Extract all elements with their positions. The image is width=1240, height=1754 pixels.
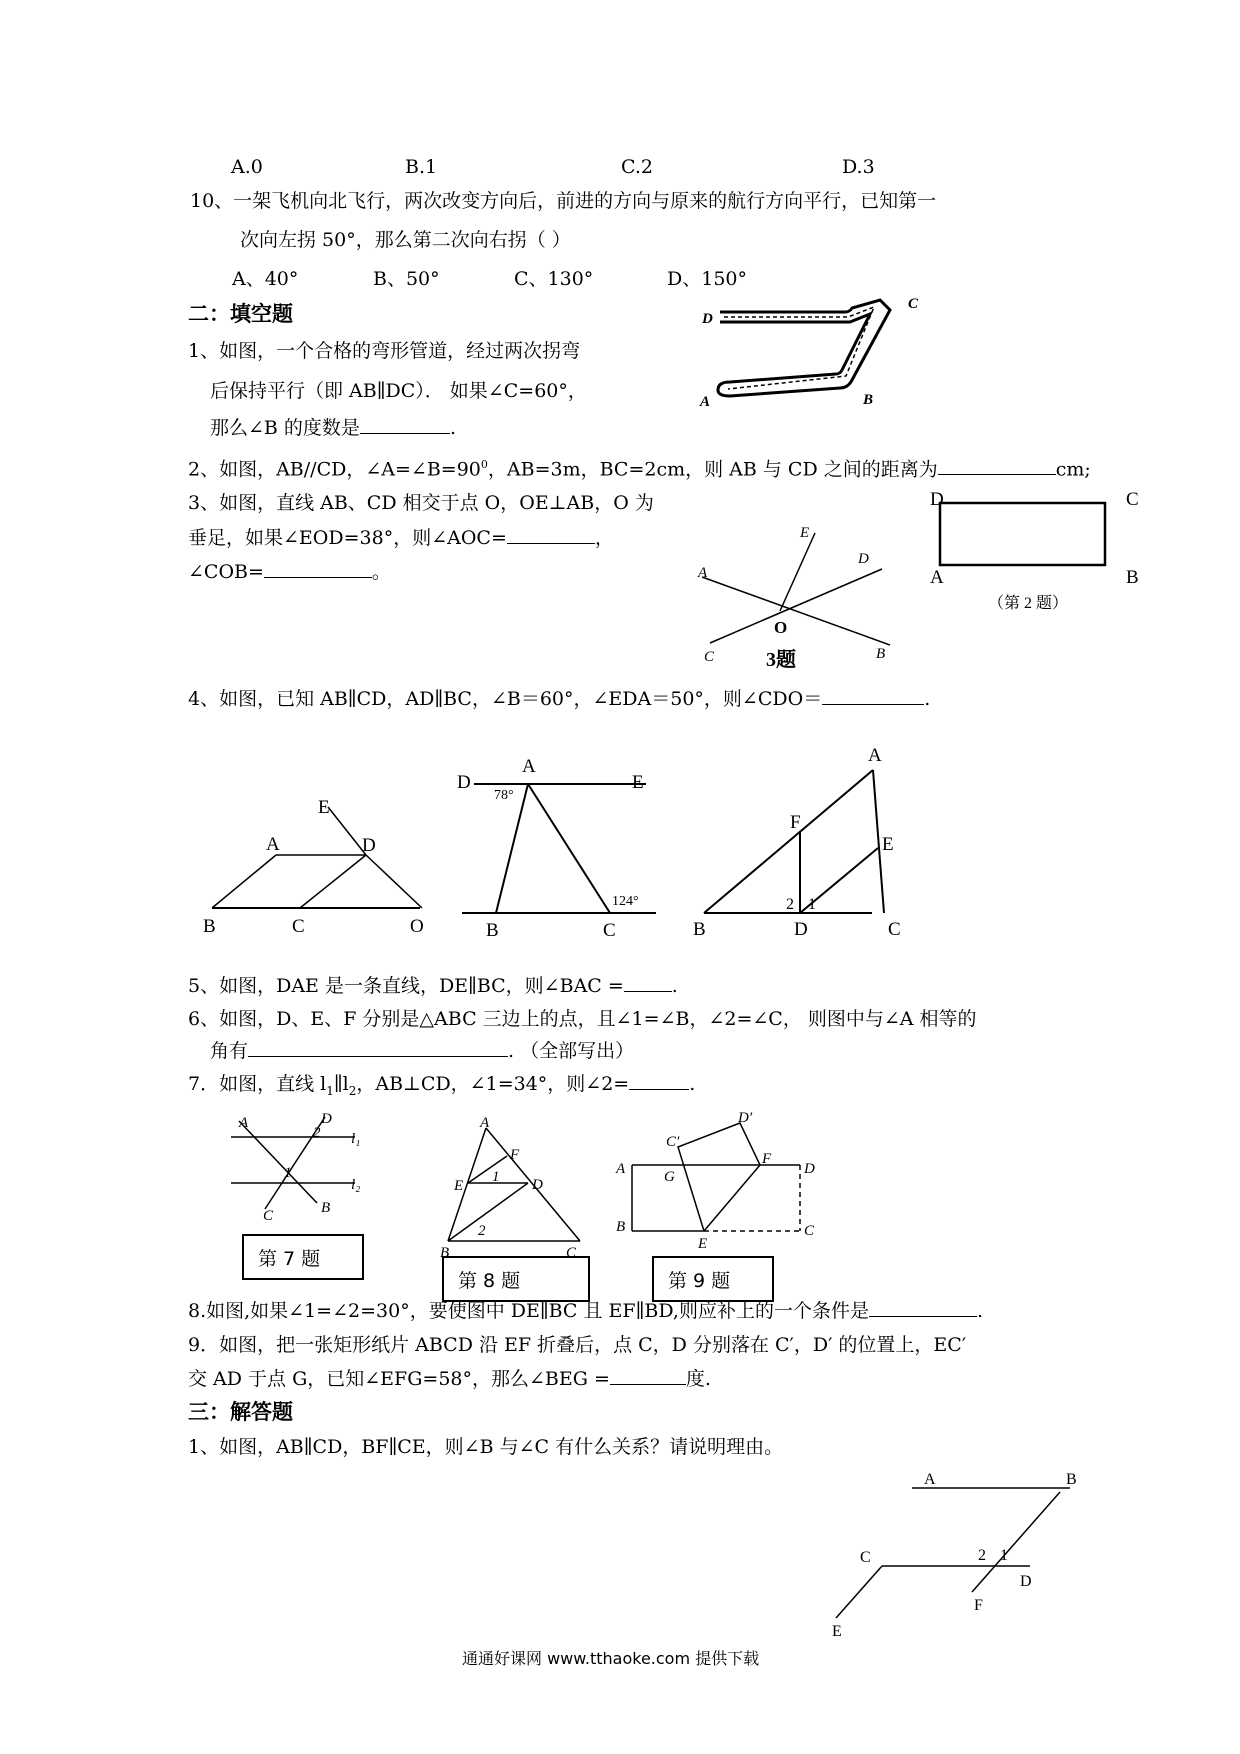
svg-text:D: D: [457, 772, 471, 793]
fill-q9-line1: 9．如图，把一张矩形纸片 ABCD 沿 EF 折叠后，点 C，D 分别落在 C′，D′ 的位置上，EC′: [188, 1334, 967, 1356]
svg-text:B: B: [616, 1219, 626, 1235]
parallelogram-figure: [200, 793, 440, 943]
svg-text:G: G: [664, 1169, 675, 1185]
fill-q4-blank[interactable]: [822, 703, 924, 705]
svg-text:A: A: [924, 1471, 936, 1488]
fill-q9-blank[interactable]: [610, 1383, 686, 1385]
svg-text:1: 1: [492, 1169, 500, 1185]
answer-q1: 1、如图，AB∥CD，BF∥CE，则∠B 与∠C 有什么关系？请说明理由。: [188, 1436, 784, 1458]
fill-q6-line2: 角有 . （全部写出）: [210, 1040, 635, 1062]
q10-option-b: B、50°: [373, 268, 440, 290]
fill-q5: 5、如图，DAE 是一条直线，DE∥BC，则∠BAC = .: [188, 975, 678, 997]
svg-text:C: C: [888, 919, 901, 940]
svg-text:l₂: l₂: [351, 1177, 361, 1193]
svg-text:D: D: [794, 919, 808, 940]
fill-q3-line1: 3、如图，直线 AB、CD 相交于点 O，OE⊥AB，O 为: [188, 492, 654, 514]
svg-text:1: 1: [284, 1165, 292, 1181]
svg-text:O: O: [774, 618, 788, 637]
pipe-label-d: D: [702, 311, 713, 327]
q10-line2: 次向左拐 50°，那么第二次向右拐（ ）: [240, 229, 571, 251]
q8-figure: [440, 1113, 590, 1263]
q9-caption-box: 第 9 题: [652, 1256, 774, 1302]
section2-title: 二：填空题: [188, 302, 293, 326]
svg-text:D: D: [1020, 1573, 1032, 1590]
svg-text:D: D: [362, 835, 376, 856]
svg-text:A: A: [522, 756, 536, 777]
svg-text:C: C: [603, 920, 616, 941]
svg-text:E: E: [832, 1623, 842, 1640]
svg-text:A: A: [266, 834, 280, 855]
fill-q9-line2: 交 AD 于点 G，已知∠EFG=58°，那么∠BEG = 度.: [188, 1368, 711, 1390]
pipe-figure: [700, 290, 940, 420]
svg-text:A: A: [868, 745, 882, 766]
q7-caption-box: 第 7 题: [242, 1234, 364, 1280]
svg-text:E: E: [632, 772, 644, 793]
svg-text:D: D: [858, 551, 869, 567]
svg-text:D: D: [804, 1161, 815, 1177]
q7-figure: [225, 1113, 375, 1223]
fill-q5-blank[interactable]: [624, 990, 672, 992]
fill-q3-line2: 垂足，如果∠EOD=38°，则∠AOC= ，: [188, 527, 614, 549]
footer: 通通好课网 www.tthaoke.com 提供下载: [462, 1649, 760, 1668]
q9-option-c: C.2: [621, 156, 653, 178]
rectangle-figure: [930, 490, 1160, 615]
svg-text:C: C: [1126, 489, 1139, 510]
svg-text:A: A: [616, 1161, 626, 1177]
svg-text:D: D: [930, 489, 944, 510]
q9-option-b: B.1: [405, 156, 438, 178]
q10-line1: 10、一架飞机向北飞行，两次改变方向后，前进的方向与原来的航行方向平行，已知第一: [190, 190, 937, 212]
svg-text:B: B: [1066, 1471, 1077, 1488]
svg-text:2: 2: [978, 1547, 986, 1564]
svg-text:78°: 78°: [494, 788, 514, 803]
fill-q8-blank[interactable]: [869, 1315, 977, 1317]
svg-text:B: B: [876, 646, 886, 662]
svg-text:B: B: [693, 919, 706, 940]
svg-text:D′: D′: [738, 1110, 753, 1126]
fill-q1-blank[interactable]: [360, 432, 450, 434]
svg-text:F: F: [790, 812, 801, 833]
q10-option-c: C、130°: [514, 268, 594, 290]
svg-text:A: A: [480, 1115, 490, 1131]
svg-text:E: E: [882, 834, 894, 855]
svg-text:1: 1: [1000, 1547, 1008, 1564]
svg-text:B: B: [1126, 567, 1139, 588]
fill-q7-blank[interactable]: [629, 1088, 689, 1090]
q2-figure-caption: （第 2 题）: [988, 595, 1069, 612]
svg-text:l₁: l₁: [351, 1131, 361, 1147]
svg-text:E: E: [698, 1236, 708, 1252]
answer-q1-figure: [820, 1470, 1080, 1640]
fill-q1-line3: 那么∠B 的度数是 .: [210, 417, 456, 439]
svg-text:E: E: [800, 525, 810, 541]
pipe-label-a: A: [700, 394, 711, 410]
svg-text:E: E: [318, 797, 330, 818]
fill-q4: 4、如图，已知 AB∥CD，AD∥BC，∠B＝60°，∠EDA＝50°，则∠CDO＝ .: [188, 688, 931, 710]
triangle-def-figure: [690, 745, 920, 940]
svg-text:C: C: [860, 1549, 871, 1566]
svg-text:C′: C′: [666, 1134, 680, 1150]
fill-q8: 8.如图,如果∠1=∠2=30°，要使图中 DE∥BC 且 EF∥BD,则应补上的一个条件是 .: [188, 1300, 983, 1322]
svg-text:F: F: [510, 1147, 520, 1163]
triangle-de-figure: [450, 755, 670, 940]
svg-text:2: 2: [478, 1223, 486, 1239]
fill-q3-line3: ∠COB= 。: [188, 561, 391, 583]
q10-option-a: A、40°: [232, 268, 299, 290]
fill-q6-line1: 6、如图，D、E、F 分别是△ABC 三边上的点，且∠1=∠B，∠2=∠C， 则图中与∠A 相等的: [188, 1008, 977, 1030]
q9-option-a: A.0: [231, 156, 263, 178]
svg-text:E: E: [454, 1178, 464, 1194]
fill-q2: 2、如图，AB//CD，$\angle A=\angle B=90^0$，AB=3m，BC=2cm，则 AB 与 CD 之间的距离为 cm;: [188, 458, 1091, 481]
pipe-label-c: C: [908, 296, 919, 312]
svg-text:A: A: [930, 567, 944, 588]
q9-option-d: D.3: [842, 156, 875, 178]
fill-q2-blank[interactable]: [938, 473, 1056, 475]
svg-text:C: C: [566, 1245, 577, 1261]
q8-caption-box: 第 8 题: [442, 1256, 590, 1302]
svg-text:D: D: [321, 1111, 332, 1127]
svg-text:C: C: [263, 1208, 274, 1224]
svg-text:F: F: [974, 1597, 983, 1614]
svg-text:D: D: [532, 1177, 543, 1193]
svg-text:C: C: [704, 649, 715, 665]
svg-text:C: C: [804, 1223, 815, 1239]
section3-title: 三：解答题: [188, 1400, 293, 1424]
svg-text:2: 2: [313, 1125, 321, 1141]
svg-text:2: 2: [786, 896, 794, 913]
svg-text:O: O: [410, 916, 424, 937]
q9-figure: [610, 1110, 820, 1263]
svg-text:124°: 124°: [612, 894, 639, 909]
svg-text:B: B: [321, 1200, 331, 1216]
svg-text:B: B: [203, 916, 216, 937]
fill-q1-line2: 后保持平行（即 AB∥DC）． 如果∠C=60°，: [210, 380, 587, 402]
svg-text:1: 1: [808, 896, 816, 913]
fill-q6-blank[interactable]: [248, 1055, 508, 1057]
intersecting-lines-figure: [690, 525, 900, 670]
fill-q7: 7．如图，直线 $l_1\parallel l_2$，AB⊥CD，∠1=34°，则∠2= .: [188, 1073, 696, 1098]
svg-text:B: B: [486, 920, 499, 941]
svg-text:A: A: [239, 1115, 249, 1131]
q10-option-d: D、150°: [667, 268, 747, 290]
fill-q3-blank2[interactable]: [264, 576, 372, 578]
svg-text:C: C: [292, 916, 305, 937]
q3-figure-caption: 3题: [766, 649, 796, 671]
svg-text:F: F: [762, 1151, 772, 1167]
fill-q3-blank1[interactable]: [507, 542, 595, 544]
fill-q1-line1: 1、如图，一个合格的弯形管道，经过两次拐弯: [188, 340, 581, 362]
svg-text:B: B: [440, 1245, 450, 1261]
pipe-label-b: B: [863, 392, 874, 408]
svg-text:A: A: [698, 565, 708, 581]
